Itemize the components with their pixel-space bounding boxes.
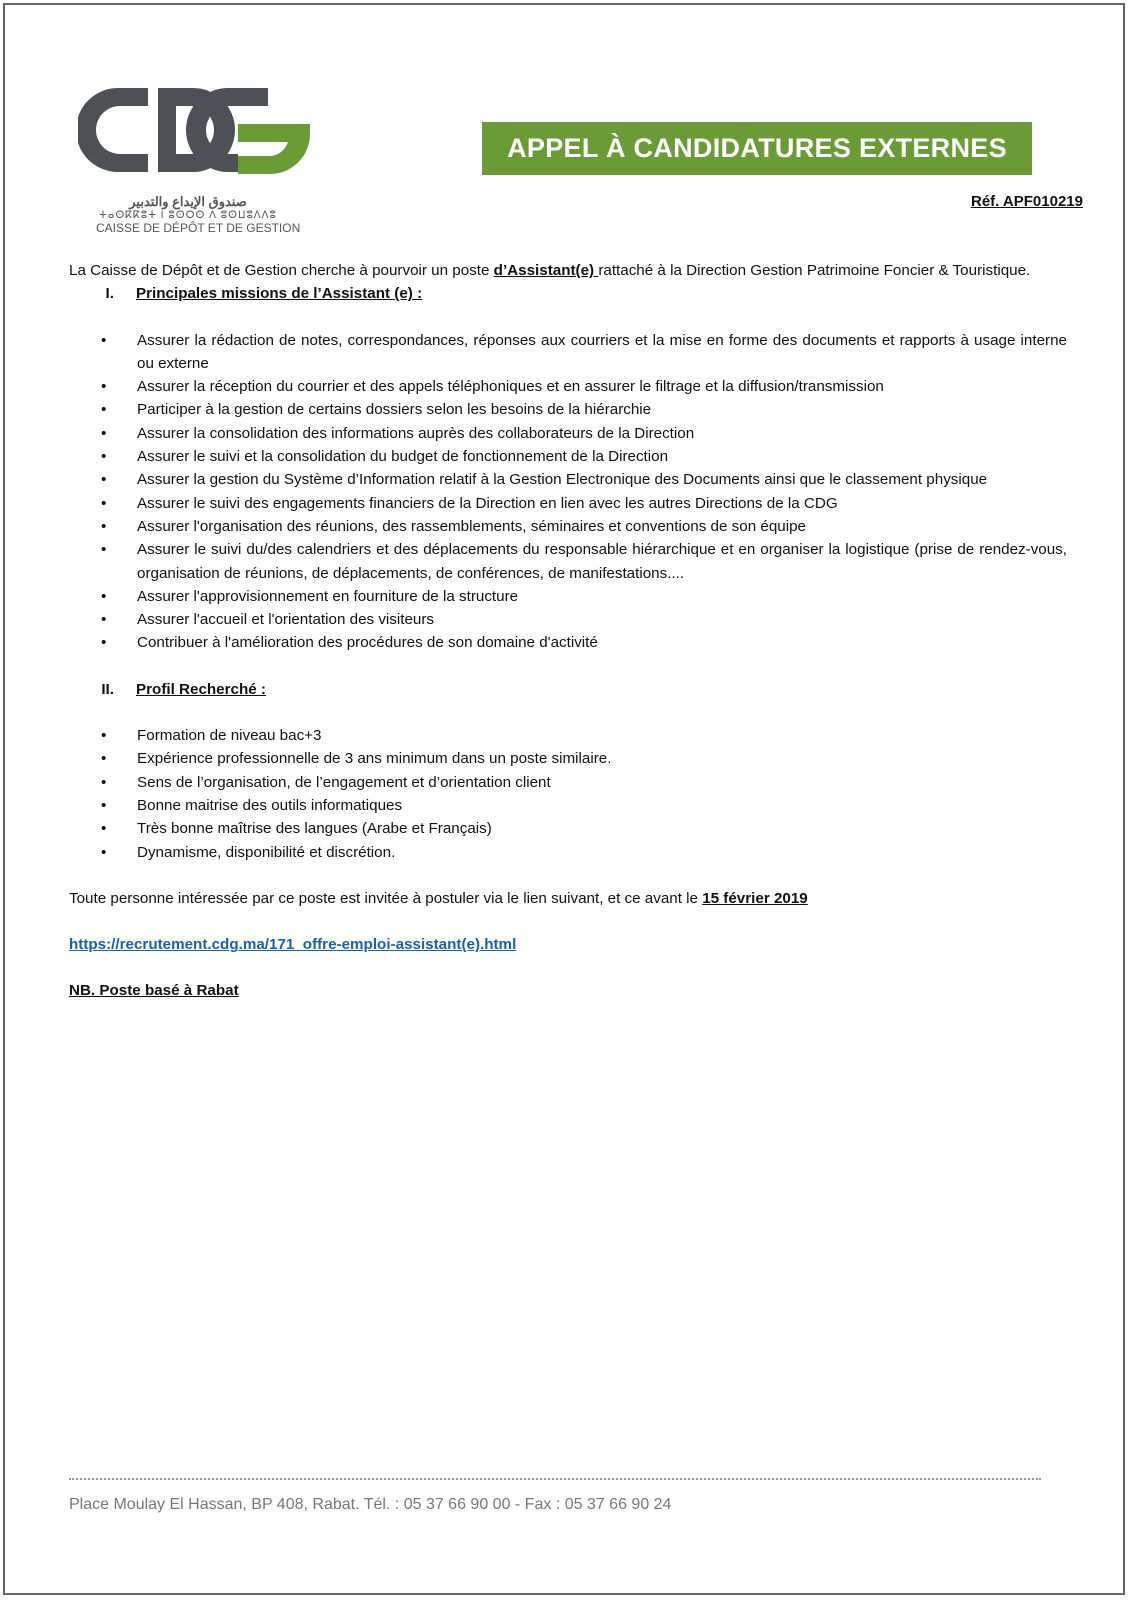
bullet-icon: •	[101, 448, 107, 466]
list-item-text: Assurer la consolidation des informations auprès des collaborateurs de la Direction	[137, 424, 695, 442]
list-item	[69, 445, 1067, 468]
list-item-text: Assurer l'accueil et l'orientation des visiteurs	[137, 611, 435, 629]
list-item-text: Assurer la réception du courrier et des appels téléphoniques et en assurer le filtrage et la diffusion/transmission	[137, 378, 884, 396]
intro-position: d’Assistant(e)	[493, 262, 599, 279]
intro-text-end: rattaché à la Direction Gestion Patrimoine Foncier & Touristique.	[598, 262, 1031, 279]
closing-text: Toute personne intéressée par ce poste est invitée à postuler via le lien suivant, et ce avant le	[69, 889, 703, 907]
bullet-icon: •	[101, 843, 107, 861]
title-banner: APPEL À CANDIDATURES EXTERNES	[482, 122, 1032, 175]
bullet-icon: •	[101, 541, 107, 559]
reference: Réf. APF010219	[970, 193, 1083, 210]
bullet-icon: •	[101, 634, 107, 652]
bullet-icon: •	[101, 587, 107, 605]
list-item-text: Assurer l'organisation des réunions, des rassemblements, séminaires et conventions de son équipe	[137, 517, 806, 535]
bullet-icon: •	[101, 401, 107, 419]
bullet-icon: •	[101, 378, 107, 396]
list-item-text: Assurer le suivi des engagements financiers de la Direction en lien avec les autres Directions de la CDG	[137, 494, 838, 512]
list-item	[69, 515, 1067, 538]
list-item-text: Assurer le suivi et la consolidation du budget de fonctionnement de la Direction	[137, 448, 669, 466]
section-number: I.	[105, 285, 114, 303]
intro-paragraph	[69, 259, 1067, 282]
footer-divider	[69, 1478, 1041, 1480]
list-item-text: Expérience professionnelle de 3 ans minimum dans un poste similaire.	[137, 750, 612, 768]
section-heading-missions	[69, 282, 1067, 305]
document-body	[69, 259, 1067, 1003]
list-item-text: Sens de l’organisation, de l’engagement et d’orientation client	[137, 773, 551, 791]
list-item	[69, 329, 1067, 376]
bullet-icon: •	[101, 494, 107, 512]
list-item	[69, 747, 1067, 770]
list-item-text: Assurer le suivi du/des calendriers et des déplacements du responsable hiérarchique et en organiser la logistique (prise de rendez-vous, organisation de réunions, de déplacements, de conférences, de manifestations....	[137, 541, 1067, 582]
list-item	[69, 468, 1067, 491]
list-item	[69, 794, 1067, 817]
list-item	[69, 771, 1067, 794]
cdg-logo	[78, 84, 318, 235]
section-title: Principales missions de l’Assistant (e) :	[136, 285, 423, 303]
list-item-text: Formation de niveau bac+3	[137, 727, 322, 745]
bullet-icon: •	[101, 611, 107, 629]
bullet-icon: •	[101, 750, 107, 768]
bullet-icon: •	[101, 424, 107, 442]
list-item	[69, 724, 1067, 747]
list-item-text: Dynamisme, disponibilité et discrétion.	[137, 843, 396, 861]
location-note: NB. Poste basé à Rabat	[69, 982, 239, 1000]
bullet-icon: •	[101, 727, 107, 745]
logo-tifinagh: ⵜⴰⵙⴽⴽⵓⵜ ⵏ ⵓⵙⵔⵙ ⴷ ⵓⵙⵡⵓⴷⴷⵓ	[99, 210, 277, 221]
list-item	[69, 608, 1067, 631]
section-title: Profil Recherché :	[136, 680, 266, 698]
list-item	[69, 375, 1067, 398]
list-item	[69, 585, 1067, 608]
list-item-text: Assurer l'approvisionnement en fourniture de la structure	[137, 587, 519, 605]
cdg-logo-mark	[78, 84, 313, 176]
section-heading-profile	[69, 678, 1067, 701]
closing-paragraph	[69, 887, 1067, 910]
profile-list	[69, 724, 1067, 864]
list-item	[69, 538, 1067, 585]
list-item-text: Contribuer à l'amélioration des procédures de son domaine d'activité	[137, 634, 598, 652]
bullet-icon: •	[101, 820, 107, 838]
list-item	[69, 398, 1067, 421]
footer-address: Place Moulay El Hassan, BP 408, Rabat. Tél. : 05 37 66 90 00 - Fax : 05 37 66 90 24	[69, 1496, 672, 1513]
list-item-text: Assurer la rédaction de notes, correspondances, réponses aux courriers et la mise en forme des documents et rapports à usage interne ou externe	[137, 331, 1067, 372]
logo-arabic: صندوق الإيداع والتدبير	[129, 194, 247, 209]
bullet-icon: •	[101, 773, 107, 791]
application-link[interactable]: https://recrutement.cdg.ma/171_offre-emploi-assistant(e).html	[69, 936, 517, 954]
list-item	[69, 422, 1067, 445]
deadline: 15 février 2019	[702, 889, 808, 907]
bullet-icon: •	[101, 517, 107, 535]
logo-name: CAISSE DE DÉPÔT ET DE GESTION	[96, 221, 301, 235]
bullet-icon: •	[101, 796, 107, 814]
list-item-text: Très bonne maîtrise des langues (Arabe et Français)	[137, 820, 492, 838]
intro-text: La Caisse de Dépôt et de Gestion cherche à pourvoir un poste	[69, 262, 494, 279]
list-item-text: Assurer la gestion du Système d’Information relatif à la Gestion Electronique des Documents ainsi que le classement physique	[137, 471, 988, 489]
list-item	[69, 631, 1067, 654]
list-item-text: Participer à la gestion de certains dossiers selon les besoins de la hiérarchie	[137, 401, 652, 419]
bullet-icon: •	[101, 471, 107, 489]
missions-list	[69, 329, 1067, 655]
list-item-text: Bonne maitrise des outils informatiques	[137, 796, 403, 814]
list-item	[69, 841, 1067, 864]
bullet-icon: •	[101, 331, 107, 349]
list-item	[69, 492, 1067, 515]
list-item	[69, 817, 1067, 840]
section-number: II.	[101, 680, 114, 698]
